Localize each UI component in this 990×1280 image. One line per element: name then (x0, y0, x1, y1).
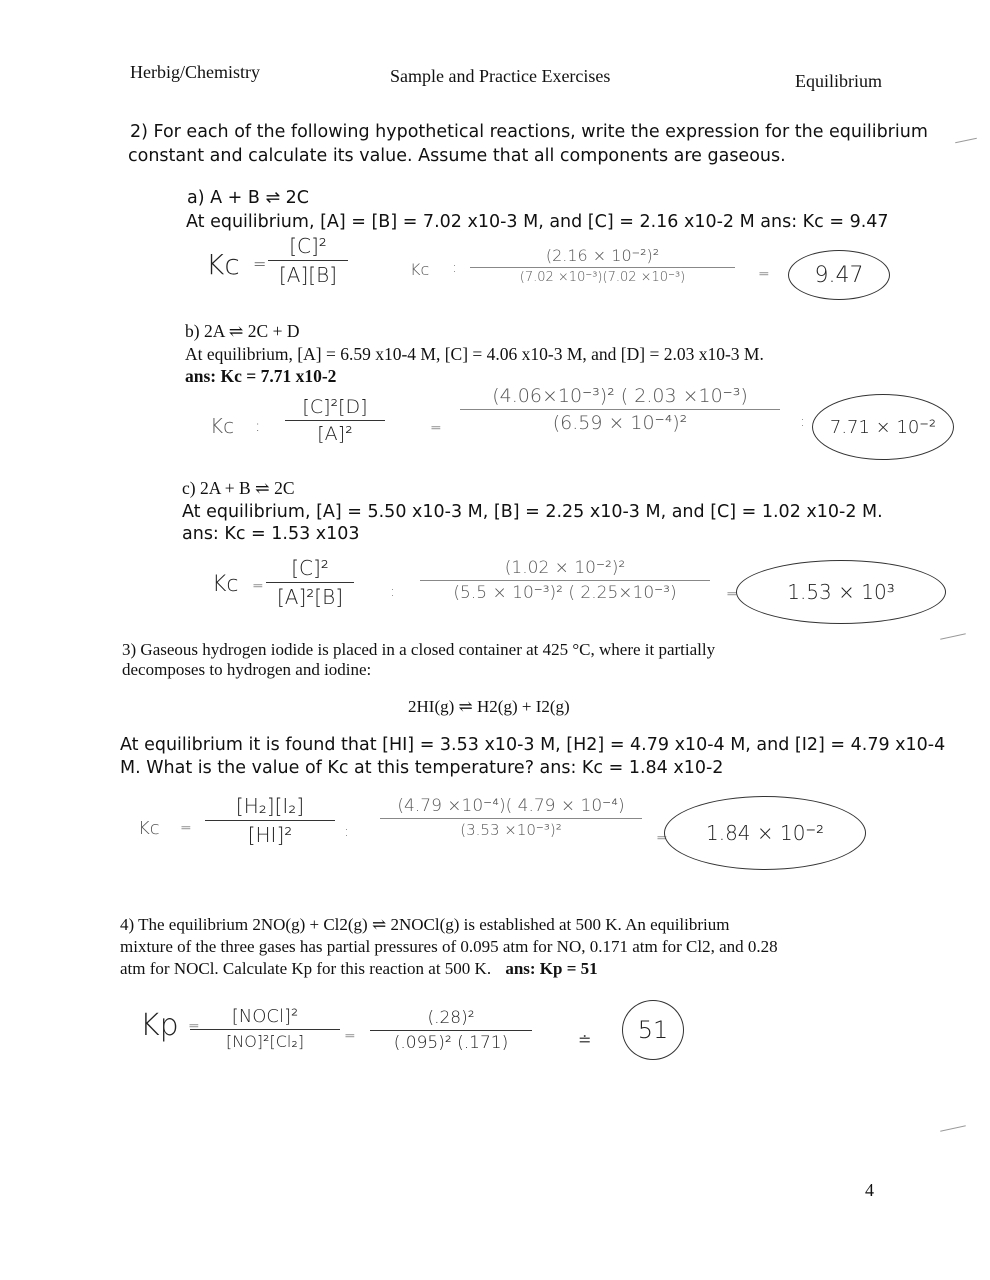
q2c-equals: = (252, 578, 264, 594)
q4-expr-den: [NO]²[Cl₂] (226, 1032, 304, 1051)
q2c-substitution (420, 558, 710, 603)
q4-answer-circle (622, 1000, 684, 1060)
q4-expression (190, 1006, 340, 1051)
q3-sub-den: (3.53 ×10⁻³)² (460, 821, 562, 839)
q3-expression (205, 794, 335, 847)
q2c-k-label: Kc (212, 572, 239, 597)
q3-expr-den: [HI]² (247, 823, 293, 847)
q2a-equals-3: = (758, 266, 770, 282)
fraction-bar (266, 582, 354, 583)
fraction-bar (190, 1029, 340, 1030)
q2a-colon: : (452, 260, 457, 276)
q4-line1: 4) The equilibrium 2NO(g) + Cl2(g) ⇌ 2NOCl(g) is established at 500 K. An equilibrium (120, 915, 730, 934)
q2b-equals-3: : (800, 414, 805, 430)
fraction-bar (285, 420, 385, 421)
q2b-sub-num: (4.06×10⁻³)² ( 2.03 ×10⁻³) (492, 385, 748, 407)
fraction-bar (370, 1030, 532, 1031)
fraction-bar (205, 820, 335, 821)
scan-mark (955, 138, 977, 144)
q2b-sub-den: (6.59 × 10⁻⁴)² (552, 412, 688, 434)
q2b-equals: = (430, 420, 442, 436)
q3-reaction: 2HI(g) ⇌ H2(g) + I2(g) (408, 697, 570, 716)
q2a-reaction: a) A + B ⇌ 2C (187, 188, 310, 208)
q2a-answer-circle (788, 250, 890, 300)
q2c-equals-3: = (726, 586, 738, 602)
header-course: Herbig/Chemistry (130, 62, 260, 82)
q2a-expr-num: [C]² (289, 234, 327, 258)
q2c-answer-key: ans: Kc = 1.53 x103 (182, 524, 360, 544)
q3-answer-circle (664, 796, 866, 870)
q2c-expression (266, 556, 354, 609)
q2b-colon: : (255, 416, 261, 435)
q4-equals: = (188, 1018, 200, 1034)
q4-line2: mixture of the three gases has partial pressures of 0.095 atm for NO, 0.171 atm for Cl2, and 0.28 (120, 937, 778, 956)
q2c-expr-num: [C]² (291, 556, 329, 580)
q3-line2: decomposes to hydrogen and iodine: (122, 660, 372, 679)
q4-k-label: Kp (140, 1008, 179, 1043)
q2b-given: At equilibrium, [A] = 6.59 x10-4 M, [C] = 4.06 x10-3 M, and [D] = 2.03 x10-3 M. (185, 344, 764, 364)
q3-given-line2: M. What is the value of Kc at this temperature? ans: Kc = 1.84 x10-2 (120, 758, 724, 778)
q2c-sub-num: (1.02 × 10⁻²)² (504, 558, 626, 578)
q2b-expr-num: [C]²[D] (302, 396, 368, 418)
q4-approx-equals: ≐ (578, 1030, 592, 1049)
q3-line1: 3) Gaseous hydrogen iodide is placed in a closed container at 425 °C, where it partially (122, 640, 716, 659)
q2a-expression (268, 234, 348, 287)
q2b-k-label: Kc (210, 414, 235, 438)
q4-answer: 51 (637, 1016, 669, 1044)
q3-substitution (380, 796, 642, 839)
header-title: Sample and Practice Exercises (390, 66, 611, 86)
fraction-bar (470, 267, 735, 268)
q4-answer-key: ans: Kp = 51 (505, 959, 598, 978)
q2a-sub-num: (2.16 × 10⁻²)² (545, 246, 660, 265)
q4-expr-num: [NOCl]² (231, 1006, 299, 1027)
q4-equals-2: = (344, 1028, 356, 1044)
page-number: 4 (865, 1180, 874, 1200)
q2b-answer-circle (812, 394, 954, 460)
q3-k-label: Kc (138, 818, 160, 839)
q3-expr-num: [H₂][I₂] (235, 794, 305, 818)
q2a-equals: = (253, 254, 267, 273)
q2b-expr-den: [A]² (317, 423, 353, 445)
q2a-answer: 9.47 (814, 262, 864, 288)
q2c-answer: 1.53 × 10³ (787, 580, 895, 604)
scan-mark (940, 1125, 966, 1131)
q2c-expr-den: [A]²[B] (276, 585, 343, 609)
fraction-bar (380, 818, 642, 819)
q3-equals: = (180, 820, 192, 836)
q2b-substitution (460, 385, 780, 434)
q2a-k-label-2: Kc (410, 260, 430, 279)
fraction-bar (420, 580, 710, 581)
q2-prompt-line1: 2) For each of the following hypothetical reactions, write the expression for the equilibrium (130, 122, 928, 142)
q4-substitution (370, 1008, 532, 1053)
q2a-expr-den: [A][B] (279, 263, 337, 287)
q2b-expression (285, 396, 385, 445)
q2c-sub-den: (5.5 × 10⁻³)² ( 2.25×10⁻³) (453, 583, 677, 603)
q2c-given: At equilibrium, [A] = 5.50 x10-3 M, [B] = 2.25 x10-3 M, and [C] = 1.02 x10-2 M. (182, 502, 883, 522)
q2c-reaction: c) 2A + B ⇌ 2C (182, 478, 295, 498)
q4-line3-text: atm for NOCl. Calculate Kp for this reaction at 500 K. (120, 959, 492, 978)
fraction-bar (268, 260, 348, 261)
q2a-substitution (470, 246, 735, 285)
q3-given-line1: At equilibrium it is found that [HI] = 3.53 x10-3 M, [H2] = 4.79 x10-4 M, and [I2] = 4.79 x10-4 (120, 735, 946, 755)
q3-sub-num: (4.79 ×10⁻⁴)( 4.79 × 10⁻⁴) (397, 796, 625, 816)
q4-line3 (120, 959, 598, 979)
fraction-bar (460, 409, 780, 410)
q4-sub-num: (.28)² (427, 1008, 475, 1028)
q2-prompt-line2: constant and calculate its value. Assume that all components are gaseous. (128, 146, 786, 166)
q3-equals-3: = (656, 830, 668, 846)
header-topic: Equilibrium (795, 71, 882, 91)
q2b-answer: 7.71 × 10⁻² (829, 416, 937, 438)
q2b-answer-key: ans: Kc = 7.71 x10-2 (185, 366, 337, 386)
q2c-answer-circle (736, 560, 946, 624)
q2c-colon: : (390, 584, 395, 600)
q2a-given: At equilibrium, [A] = [B] = 7.02 x10-3 M, and [C] = 2.16 x10-2 M ans: Kc = 9.47 (186, 212, 889, 232)
scan-mark (940, 633, 966, 639)
q3-colon: : (344, 824, 349, 840)
q4-sub-den: (.095)² (.171) (393, 1033, 509, 1053)
q2a-sub-den: (7.02 ×10⁻³)(7.02 ×10⁻³) (519, 270, 686, 285)
q2b-reaction: b) 2A ⇌ 2C + D (185, 321, 300, 341)
q3-answer: 1.84 × 10⁻² (705, 821, 825, 845)
q2a-k-label: Kc (206, 248, 240, 281)
